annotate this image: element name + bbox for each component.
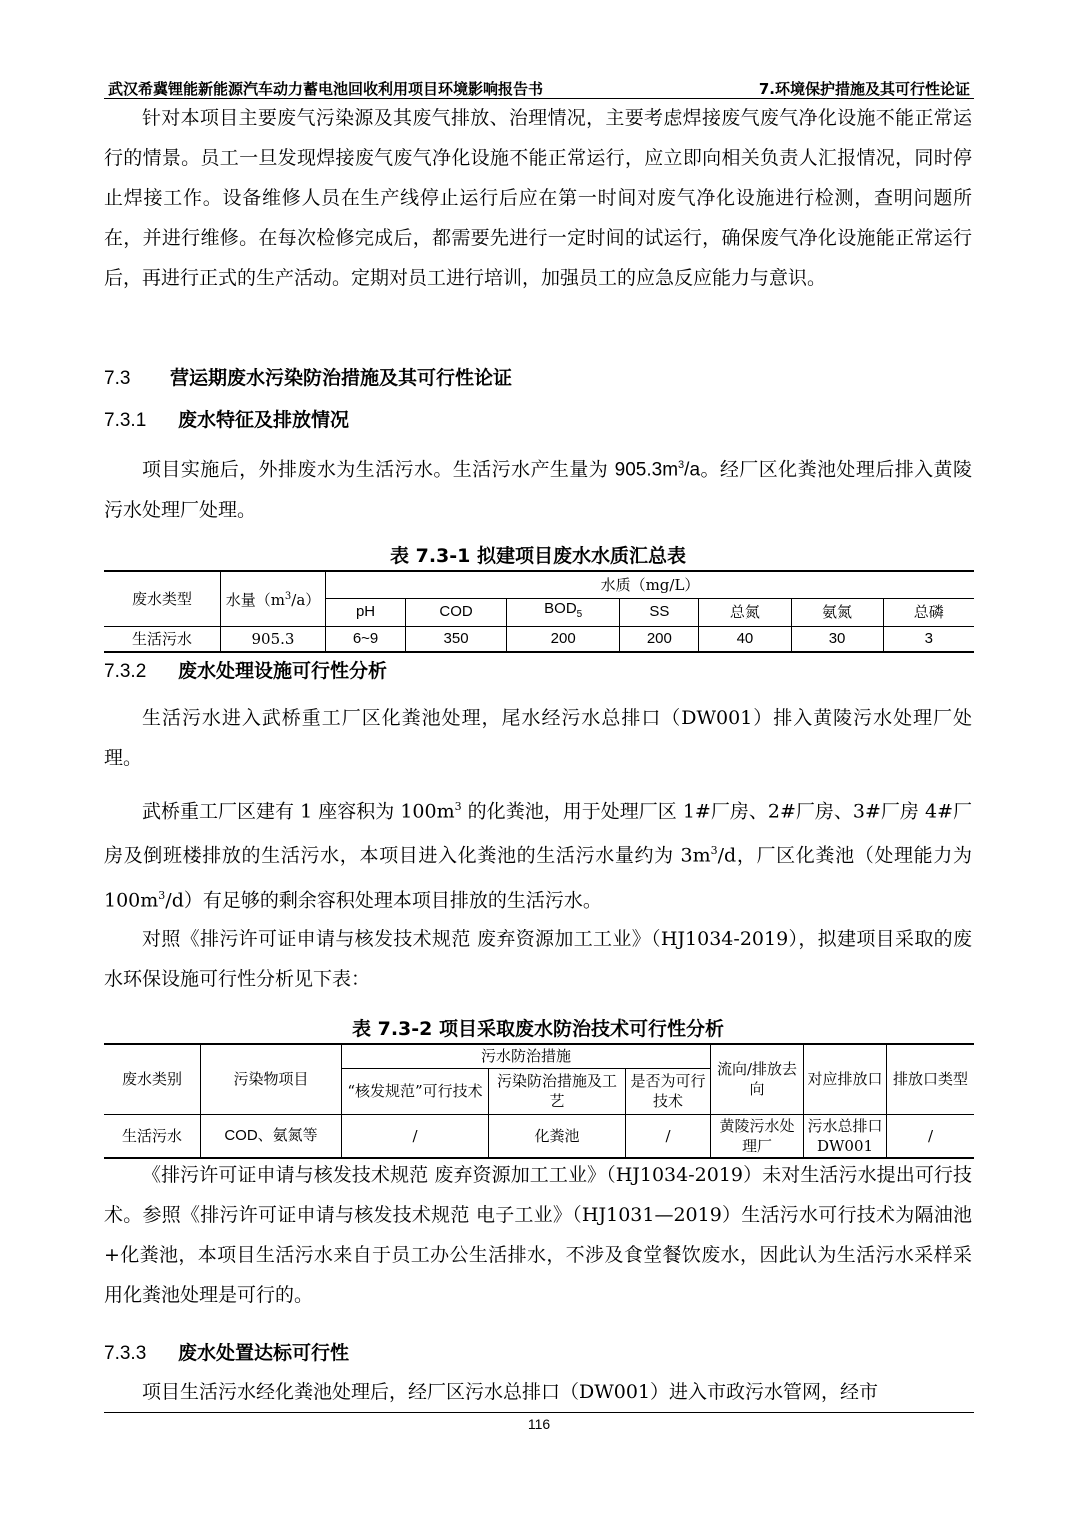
section-heading-7-3-1 (104, 405, 349, 432)
header-wastewater-category: 废水类别 (104, 1044, 201, 1114)
cell-feasible-technology: / (342, 1114, 489, 1158)
cell-pollutant: COD、氨氮等 (201, 1114, 342, 1158)
header-text: 水量（m (225, 591, 285, 610)
col-total-nitrogen: 总氮 (699, 598, 791, 626)
header-pollutant: 污染物项目 (201, 1044, 342, 1114)
header-water-amount (221, 571, 326, 626)
section-title: 废水处理设施可行性分析 (178, 660, 388, 682)
cell-amount: 905.3 (221, 626, 326, 652)
text-run: 武桥重工厂区建有 1 座容积为 100m (142, 800, 455, 823)
cell-ammonia-nitrogen: 30 (791, 626, 883, 652)
paragraph-septic-capacity (104, 787, 972, 920)
superscript: 3 (454, 800, 462, 813)
superscript: 3 (678, 459, 685, 471)
header-text: /a） (291, 591, 321, 610)
cell-outlet: 污水总排口 DW001 (804, 1114, 887, 1158)
header-flow-direction: 流向/排放去向 (711, 1044, 804, 1114)
text-run: /d，厂区化粪池（处理能力为 100m (104, 844, 972, 911)
header-prevention-measures: 污水防治措施 (342, 1044, 711, 1068)
section-title: 废水特征及排放情况 (178, 409, 350, 431)
cell-cod: 350 (406, 626, 507, 652)
col-ammonia-nitrogen: 氨氮 (791, 598, 883, 626)
paragraph-feasibility-conclusion: 《排污许可证申请与核发技术规范 废弃资源加工工业》（HJ1034-2019）未对生活污水提出可行技术。参照《排污许可证申请与核发技术规范 电子工业》（HJ1031—2019）生活污水可行技术为隔油池+化粪池，本项目生活污水来自于员工办公生活排水，不涉及食堂餐饮废水，因此认为生活污水采样采用化粪池处理是可行的。 (104, 1164, 972, 1306)
section-heading-7-3 (104, 363, 512, 390)
cell-total-phosphorus: 3 (883, 626, 974, 652)
header-text: BOD (544, 600, 577, 617)
cell-is-feasible: / (626, 1114, 711, 1158)
paragraph-treatment-route: 生活污水进入武桥重工厂区化粪池处理，尾水经污水总排口（DW001）排入黄陵污水处理厂处理。 (104, 707, 972, 769)
header-wastewater-type: 废水类型 (104, 571, 221, 626)
col-ss: SS (620, 598, 699, 626)
section-title: 营运期废水污染防治措施及其可行性论证 (170, 367, 513, 389)
header-outlet-type: 排放口类型 (887, 1044, 975, 1114)
superscript: 3 (284, 591, 292, 603)
wastewater-quality-table (104, 570, 974, 653)
text-run: 。经厂区化粪池处理后排入黄陵污水处理厂处理。 (104, 458, 972, 522)
header-feasible-technology: “核发规范”可行技术 (342, 1068, 489, 1114)
superscript: 3 (158, 888, 166, 902)
table-row (104, 626, 974, 652)
paragraph-discharge-compliance: 项目生活污水经化粪池处理后，经厂区污水总排口（DW001）进入市政污水管网，经市 (142, 1381, 879, 1403)
header-chapter-title: 7.环境保护措施及其可行性论证 (758, 80, 970, 98)
col-total-phosphorus: 总磷 (883, 598, 974, 626)
header-outlet: 对应排放口 (804, 1044, 887, 1114)
section-heading-7-3-2 (104, 656, 387, 683)
header-water-quality: 水质（mg/L） (326, 571, 975, 598)
paragraph-exhaust-emergency: 针对本项目主要废气污染源及其废气排放、治理情况，主要考虑焊接废气废气净化设施不能正常运行的情景。员工一旦发现焊接废气废气净化设施不能正常运行，应立即向相关负责人汇报情况，同时停止焊接工作。设备维修人员在生产线停止运行后应在第一时间对废气净化设施进行检测，查明问题所在，并进行维修。在每次检修完成后，都需要先进行一定时间的试运行，确保废气净化设施能正常运行后，再进行正式的生产活动。定期对员工进行培训，加强员工的应急反应能力与意识。 (104, 107, 972, 289)
subscript: 5 (576, 609, 583, 620)
section-number: 7.3 (104, 368, 131, 389)
cell-ph: 6~9 (326, 626, 406, 652)
header-process: 污染防治措施及工艺 (489, 1068, 626, 1114)
cell-category: 生活污水 (104, 1114, 201, 1158)
text-run: /d）有足够的剩余容积处理本项目排放的生活污水。 (165, 888, 602, 911)
cell-outlet-type: / (887, 1114, 975, 1158)
header-report-title: 武汉希冀锂能新能源汽车动力蓄电池回收利用项目环境影响报告书 (108, 80, 544, 98)
page-header (104, 76, 974, 99)
section-heading-7-3-3 (104, 1338, 349, 1365)
text-run: 项目实施后，外排废水为生活污水。生活污水产生量为 (142, 458, 615, 481)
table-2-caption: 表 7.3-2 项目采取废水防治技术可行性分析 (352, 1018, 724, 1040)
paragraph-wastewater-volume (104, 445, 972, 530)
cell-bod5: 200 (507, 626, 620, 652)
table-1-caption: 表 7.3-1 拟建项目废水水质汇总表 (390, 545, 686, 567)
superscript: 3 (710, 844, 718, 858)
cell-process: 化粪池 (489, 1114, 626, 1158)
cell-ss: 200 (620, 626, 699, 652)
header-is-feasible: 是否为可行技术 (626, 1068, 711, 1114)
wastewater-feasibility-table (104, 1043, 974, 1159)
cell-total-nitrogen: 40 (699, 626, 791, 652)
text-run: 的化粪池，用于处理厂区 1#厂房、2#厂房、3#厂房 4#厂房及倒班楼排放的生活污水，本项目进入化粪池的生活污水量约为 3m (104, 800, 972, 867)
col-bod5 (507, 598, 620, 626)
volume-unit: /a (684, 459, 701, 481)
section-number: 7.3.2 (104, 661, 147, 682)
section-title: 废水处置达标可行性 (178, 1342, 350, 1364)
table-row (104, 1114, 974, 1158)
cell-type: 生活污水 (104, 626, 221, 652)
page-number: 116 (104, 1412, 974, 1432)
cell-flow-direction: 黄陵污水处理厂 (711, 1114, 804, 1158)
paragraph-standard-reference: 对照《排污许可证申请与核发技术规范 废弃资源加工工业》（HJ1034-2019），拟建项目采取的废水环保设施可行性分析见下表： (104, 928, 972, 990)
volume-value: 905.3m (614, 459, 679, 481)
col-ph: pH (326, 598, 406, 626)
section-number: 7.3.1 (104, 410, 147, 431)
col-cod: COD (406, 598, 507, 626)
section-number: 7.3.3 (104, 1343, 147, 1364)
